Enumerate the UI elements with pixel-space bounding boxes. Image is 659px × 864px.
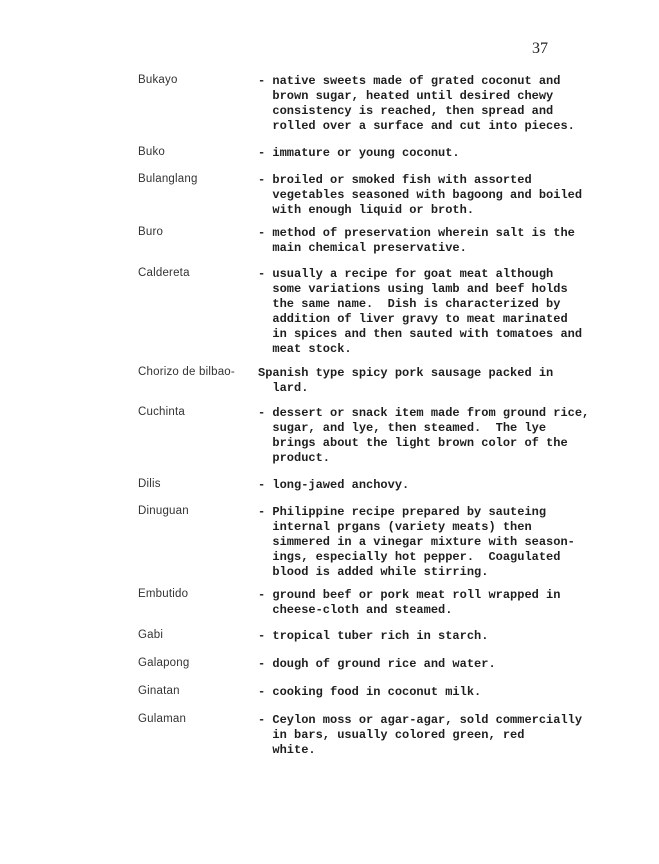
entry-term: Buro	[138, 226, 164, 238]
definition-line: - Philippine recipe prepared by sauteing	[258, 505, 547, 519]
definition-line: - usually a recipe for goat meat although	[258, 267, 554, 281]
definition-line: product.	[258, 451, 331, 465]
definition-line: lard.	[258, 381, 309, 395]
definition-line: addition of liver gravy to meat marinated	[258, 312, 568, 326]
definition-line: - tropical tuber rich in starch.	[258, 629, 489, 643]
definition-line: ings, especially hot pepper. Coagulated	[258, 550, 561, 564]
entry-definition	[258, 629, 488, 644]
entry-definition	[258, 226, 575, 256]
entry-definition	[258, 588, 560, 618]
entry-term: Gabi	[138, 629, 164, 641]
entry-definition	[258, 685, 481, 700]
entry-definition	[258, 146, 460, 161]
definition-line: brings about the light brown color of the	[258, 436, 568, 450]
definition-line: in bars, usually colored green, red	[258, 728, 525, 742]
entry-definition	[258, 173, 582, 218]
entry-term: Gulaman	[138, 713, 187, 725]
definition-line: - cooking food in coconut milk.	[258, 685, 482, 699]
page-number: 37	[532, 40, 548, 57]
definition-line: internal prgans (variety meats) then	[258, 520, 532, 534]
definition-line: Spanish type spicy pork sausage packed in	[258, 366, 554, 380]
definition-line: vegetables seasoned with bagoong and boiled	[258, 188, 583, 202]
definition-line: - immature or young coconut.	[258, 146, 460, 160]
entry-definition	[258, 74, 575, 134]
definition-line: main chemical preservative.	[258, 241, 467, 255]
entry-term: Cuchinta	[138, 406, 185, 418]
definition-line: cheese-cloth and steamed.	[258, 603, 453, 617]
entry-definition	[258, 406, 589, 466]
definition-line: blood is added while stirring.	[258, 565, 489, 579]
definition-line: in spices and then sauted with tomatoes and	[258, 327, 583, 341]
entry-term: Embutido	[138, 588, 189, 600]
definition-line: rolled over a surface and cut into pieces.	[258, 119, 575, 133]
entry-term: Dinuguan	[138, 505, 189, 517]
definition-line: simmered in a vinegar mixture with season-	[258, 535, 575, 549]
definition-line: - dessert or snack item made from ground rice,	[258, 406, 590, 420]
definition-line: with enough liquid or broth.	[258, 203, 475, 217]
definition-line: - long-jawed anchovy.	[258, 478, 410, 492]
definition-line: sugar, and lye, then steamed. The lye	[258, 421, 547, 435]
entry-definition	[258, 713, 582, 758]
entry-term: Bukayo	[138, 74, 178, 86]
definition-line: meat stock.	[258, 342, 352, 356]
entry-term: Galapong	[138, 657, 190, 669]
definition-line: consistency is reached, then spread and	[258, 104, 554, 118]
definition-line: some variations using lamb and beef holds	[258, 282, 568, 296]
definition-line: - native sweets made of grated coconut and	[258, 74, 561, 88]
definition-line: - method of preservation wherein salt is the	[258, 226, 575, 240]
entry-term: Buko	[138, 146, 166, 158]
definition-line: - dough of ground rice and water.	[258, 657, 496, 671]
entry-definition	[258, 657, 496, 672]
entry-term: Chorizo de bilbao-	[138, 366, 235, 378]
entry-term: Dilis	[138, 478, 161, 490]
entry-term: Bulanglang	[138, 173, 198, 185]
entry-term: Ginatan	[138, 685, 180, 697]
entry-term: Caldereta	[138, 267, 190, 279]
definition-line: the same name. Dish is characterized by	[258, 297, 561, 311]
entry-definition	[258, 505, 575, 580]
entry-definition	[258, 267, 582, 357]
definition-line: - broiled or smoked fish with assorted	[258, 173, 532, 187]
entry-definition	[258, 366, 553, 396]
definition-line: brown sugar, heated until desired chewy	[258, 89, 554, 103]
definition-line: - Ceylon moss or agar-agar, sold commercially	[258, 713, 583, 727]
entry-definition	[258, 478, 409, 493]
definition-line: - ground beef or pork meat roll wrapped in	[258, 588, 561, 602]
definition-line: white.	[258, 743, 316, 757]
